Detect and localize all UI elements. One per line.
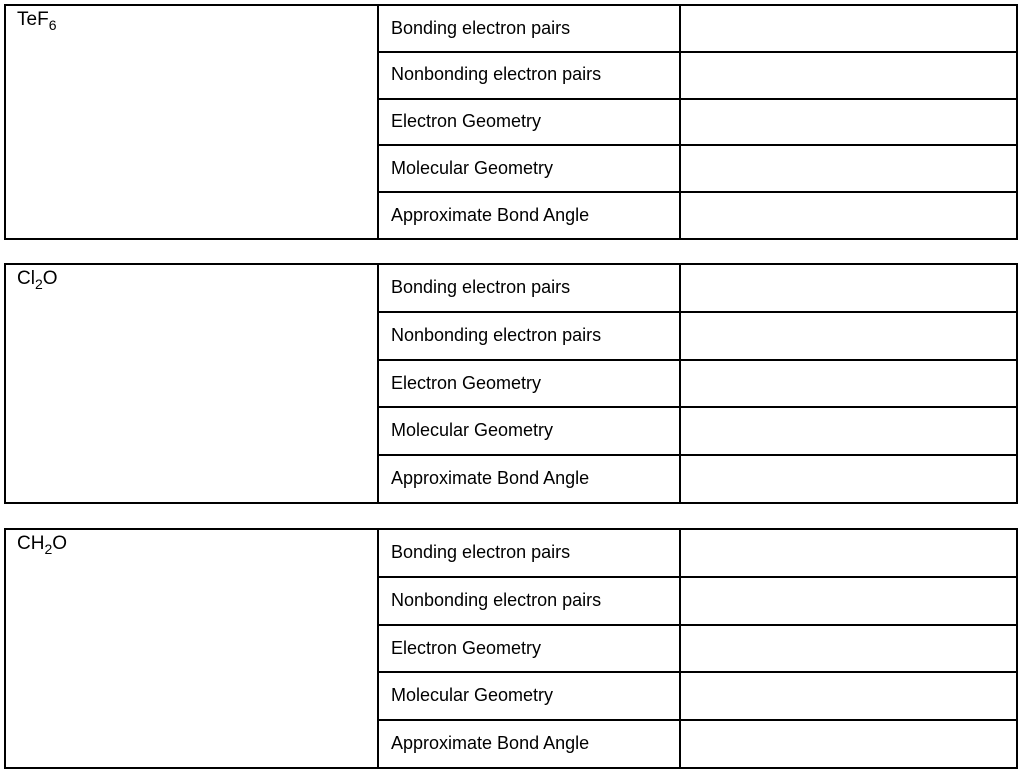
molecule-formula [17, 9, 56, 32]
molecule-formula-cell [6, 530, 377, 767]
molecule-table-1 [4, 4, 1018, 240]
molecule-formula-cell [6, 6, 377, 238]
molecule-formula-suffix: O [42, 268, 58, 289]
answer-cell[interactable] [681, 578, 1016, 624]
answer-cell[interactable] [681, 673, 1016, 719]
answer-cell[interactable] [681, 530, 1016, 576]
row-label: Approximate Bond Angle [391, 733, 590, 754]
answer-cell[interactable] [681, 408, 1016, 454]
row-label: Electron Geometry [391, 637, 542, 658]
answer-cell[interactable] [681, 313, 1016, 359]
row-label-cell [379, 578, 679, 624]
molecule-formula-suffix: O [52, 533, 68, 554]
answer-cell[interactable] [681, 456, 1016, 502]
row-label: Molecular Geometry [391, 685, 554, 706]
molecule-formula-subscript: 2 [34, 275, 43, 292]
answer-cell[interactable] [681, 6, 1016, 51]
row-label: Electron Geometry [391, 372, 542, 393]
molecule-formula-prefix: Cl [17, 268, 35, 289]
molecule-table-2 [4, 263, 1018, 504]
row-label-cell [379, 361, 679, 407]
row-label-cell [379, 6, 679, 51]
row-label-cell [379, 626, 679, 672]
row-label-cell [379, 408, 679, 454]
answer-cell[interactable] [681, 721, 1016, 767]
answer-cell[interactable] [681, 265, 1016, 311]
row-label: Nonbonding electron pairs [391, 64, 602, 85]
molecule-formula [17, 268, 58, 291]
row-label-cell [379, 673, 679, 719]
row-label-cell [379, 100, 679, 145]
row-label-cell [379, 530, 679, 576]
answer-cell[interactable] [681, 53, 1016, 98]
molecule-formula-subscript: 2 [44, 540, 53, 557]
row-label-cell [379, 721, 679, 767]
answer-cell[interactable] [681, 626, 1016, 672]
molecule-formula-prefix: CH [17, 533, 45, 554]
row-label-cell [379, 456, 679, 502]
row-label: Nonbonding electron pairs [391, 589, 602, 610]
row-label: Bonding electron pairs [391, 277, 571, 298]
row-label-cell [379, 146, 679, 191]
row-label: Bonding electron pairs [391, 542, 571, 563]
answer-cell[interactable] [681, 100, 1016, 145]
molecule-table-3 [4, 528, 1018, 769]
row-label: Approximate Bond Angle [391, 204, 590, 225]
molecule-formula-subscript: 6 [48, 16, 57, 33]
molecule-formula-cell [6, 265, 377, 502]
row-label: Molecular Geometry [391, 157, 554, 178]
molecule-formula [17, 533, 67, 556]
answer-cell[interactable] [681, 361, 1016, 407]
row-label: Molecular Geometry [391, 420, 554, 441]
row-label-cell [379, 313, 679, 359]
row-label-cell [379, 193, 679, 238]
row-label-cell [379, 53, 679, 98]
molecule-formula-prefix: TeF [17, 9, 49, 30]
row-label-cell [379, 265, 679, 311]
row-label: Bonding electron pairs [391, 17, 571, 38]
row-label: Approximate Bond Angle [391, 468, 590, 489]
row-label: Electron Geometry [391, 111, 542, 132]
answer-cell[interactable] [681, 146, 1016, 191]
row-label: Nonbonding electron pairs [391, 324, 602, 345]
answer-cell[interactable] [681, 193, 1016, 238]
